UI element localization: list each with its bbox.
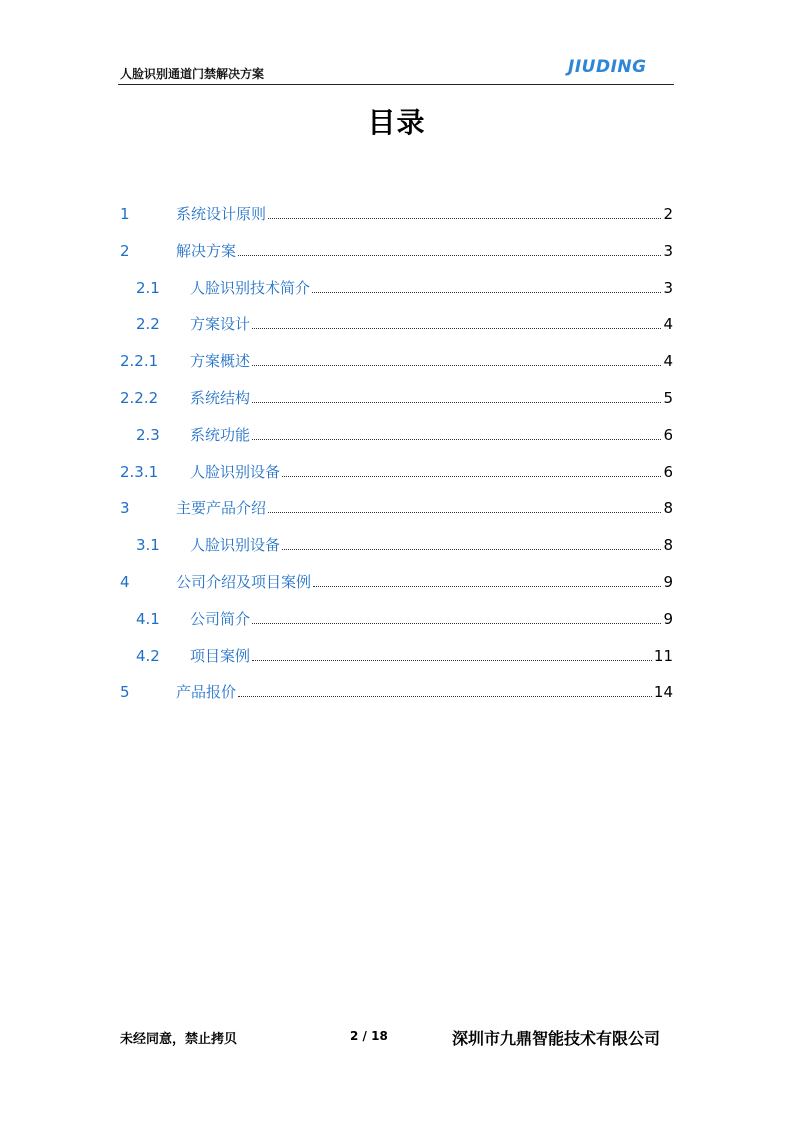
toc-entry-number: 5: [120, 683, 130, 701]
header-title: 人脸识别通道门禁解决方案: [120, 67, 265, 81]
toc-entry-page: 8: [663, 499, 673, 517]
toc-entry-page: 6: [663, 426, 673, 444]
toc-dot-leader: [252, 439, 661, 440]
toc-entry-page: 11: [653, 647, 673, 665]
toc-entry[interactable]: [136, 609, 673, 629]
toc-entry[interactable]: [136, 646, 673, 666]
toc-entry-page: 8: [663, 536, 673, 554]
toc-entry[interactable]: [120, 462, 673, 482]
toc-entry-number: 3.1: [136, 536, 160, 554]
toc-entry[interactable]: [120, 572, 673, 592]
toc-entry-label: 系统结构: [190, 389, 251, 407]
toc-entry[interactable]: [120, 388, 673, 408]
toc-dot-leader: [268, 218, 661, 219]
toc-entry-label: 产品报价: [176, 683, 237, 701]
toc-entry-page: 6: [663, 463, 673, 481]
toc-dot-leader: [313, 586, 661, 587]
toc-entry-label: 人脸识别设备: [190, 536, 281, 554]
toc-entry-number: 2.3.1: [120, 463, 159, 481]
toc-dot-leader: [282, 476, 661, 477]
toc-dot-leader: [252, 623, 661, 624]
toc-entry-page: 3: [663, 242, 673, 260]
toc-entry-number: 4.2: [136, 647, 160, 665]
header-divider: [118, 84, 674, 85]
toc-entry-label: 系统设计原则: [176, 205, 267, 223]
toc-entry-label: 公司介绍及项目案例: [176, 573, 312, 591]
toc-entry-page: 14: [653, 683, 673, 701]
toc-entry[interactable]: [120, 682, 673, 702]
toc-dot-leader: [282, 549, 661, 550]
toc-entry-number: 2.3: [136, 426, 160, 444]
toc-entry-label: 项目案例: [190, 647, 251, 665]
toc-entry-number: 1: [120, 205, 130, 223]
toc-entry-label: 公司简介: [190, 610, 251, 628]
toc-entry-page: 4: [663, 352, 673, 370]
toc-dot-leader: [252, 328, 661, 329]
toc-entry-page: 9: [663, 610, 673, 628]
toc-entry-label: 人脸识别技术简介: [190, 279, 311, 297]
toc-entry-number: 4: [120, 573, 130, 591]
toc-entry[interactable]: [120, 351, 673, 371]
toc-entry-page: 2: [663, 205, 673, 223]
footer-notice: 未经同意，禁止拷贝: [120, 1032, 238, 1047]
toc-dot-leader: [238, 255, 661, 256]
toc-entry-label: 解决方案: [176, 242, 237, 260]
toc-dot-leader: [268, 512, 661, 513]
toc-entry-label: 主要产品介绍: [176, 499, 267, 517]
toc-entry-number: 2.2: [136, 315, 160, 333]
toc-entry-number: 2.2.1: [120, 352, 159, 370]
toc-entry-number: 3: [120, 499, 130, 517]
toc-entry-number: 2: [120, 242, 130, 260]
toc-entry-number: 2.2.2: [120, 389, 159, 407]
toc-entry[interactable]: [120, 498, 673, 518]
toc-entry[interactable]: [136, 535, 673, 555]
toc-entry-label: 系统功能: [190, 426, 251, 444]
toc-entry-label: 方案设计: [190, 315, 251, 333]
toc-entry[interactable]: [120, 241, 673, 261]
toc-entry-page: 5: [663, 389, 673, 407]
toc-entry-number: 4.1: [136, 610, 160, 628]
toc-entry-label: 人脸识别设备: [190, 463, 281, 481]
toc-entry[interactable]: [136, 425, 673, 445]
toc-entry-page: 4: [663, 315, 673, 333]
toc-entry-number: 2.1: [136, 279, 160, 297]
toc-dot-leader: [252, 365, 661, 366]
toc-dot-leader: [252, 660, 652, 661]
toc-entry[interactable]: [120, 204, 673, 224]
footer-company: 深圳市九鼎智能技术有限公司: [452, 1029, 661, 1048]
toc-dot-leader: [252, 402, 661, 403]
toc-entry[interactable]: [136, 314, 673, 334]
toc-entry[interactable]: [136, 278, 673, 298]
brand-logo: JIUDING: [568, 57, 647, 77]
toc-entry-page: 3: [663, 279, 673, 297]
toc-dot-leader: [312, 292, 661, 293]
footer-page-indicator: 2 / 18: [350, 1029, 388, 1043]
toc-entry-label: 方案概述: [190, 352, 251, 370]
toc-dot-leader: [238, 696, 652, 697]
toc-entry-page: 9: [663, 573, 673, 591]
toc-heading: 目录: [367, 106, 426, 139]
